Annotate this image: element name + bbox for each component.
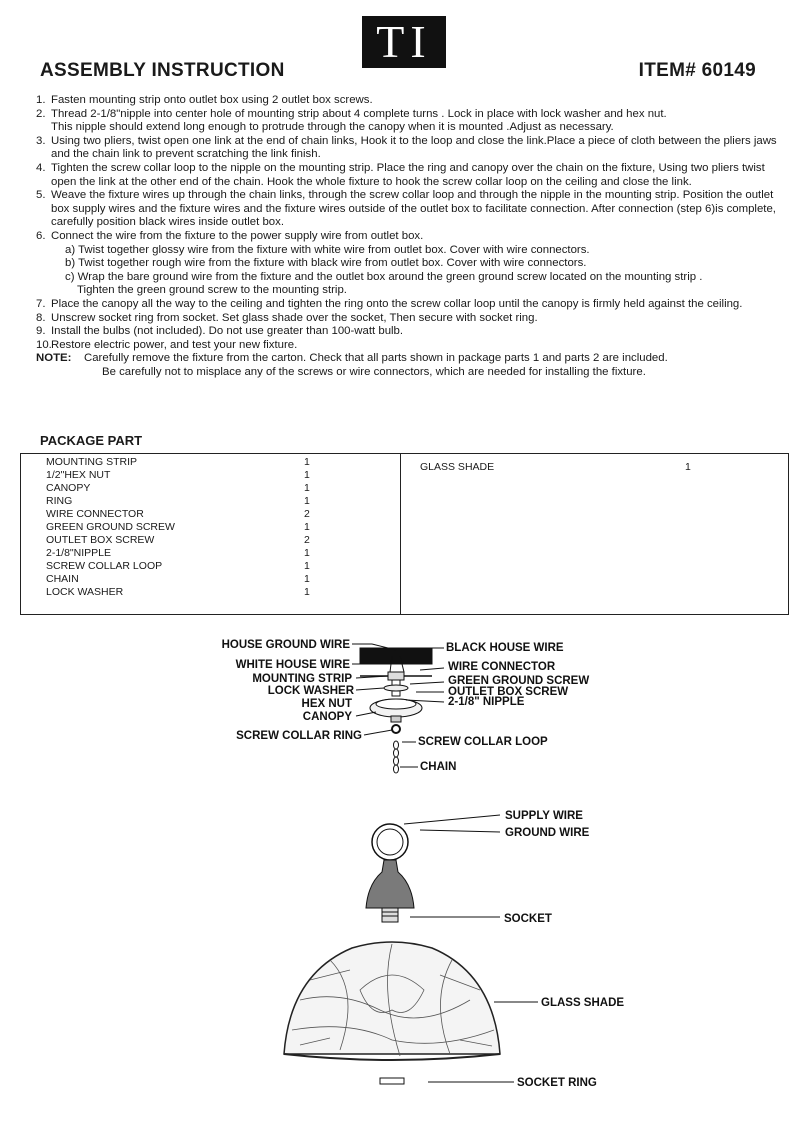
label-green-ground-screw: GREEN GROUND SCREW bbox=[448, 675, 590, 687]
part-row: OUTLET BOX SCREW 2 bbox=[46, 534, 310, 546]
step-10: 10. Restore electric power, and test your new fixture. bbox=[36, 338, 298, 351]
label-lock-washer: LOCK WASHER bbox=[267, 685, 354, 697]
label-hex-nut: HEX NUT bbox=[301, 698, 352, 710]
outlet-box-drawing bbox=[360, 648, 432, 664]
parts-list-2: GLASS SHADE 1 bbox=[420, 461, 691, 473]
step-6b: b) Twist together rough wire from the fixture with black wire from outlet box. Cover with wire connectors. bbox=[65, 257, 587, 270]
instruction-steps bbox=[36, 94, 788, 379]
part-row: SCREW COLLAR LOOP 1 bbox=[46, 560, 310, 572]
label-socket: SOCKET bbox=[504, 913, 552, 925]
part-row: WIRE CONNECTOR 2 bbox=[46, 508, 310, 520]
label-glass-shade: GLASS SHADE bbox=[541, 997, 625, 1009]
table-divider bbox=[400, 453, 401, 614]
label-screw-collar-ring: SCREW COLLAR RING bbox=[236, 730, 362, 742]
label-chain: CHAIN bbox=[420, 761, 457, 773]
step-5: 5. Weave the fixture wires up through the chain links, through the screw collar loop and through the nipple in the mounting strip. Position the outlet box supply wires and the fixture wires and the fixture wires outside of the outlet box to facilitate connection. After connection (step 6)is complete, carefully position black wires inside outlet box. bbox=[36, 189, 776, 229]
step-6: 6. Connect the wire from the fixture to the power supply wire from outlet box. a) Twist together glossy wire from the fixture with white wire from outlet box. Cover with wire connectors. b) Twist together rough wire from the fixture with black wire from outlet box. Cover with wire connectors. c) Wrap the bare ground wire from the fixture and the outlet box around the green ground screw located on the mounting strip . Tighten the green ground screw to the mounting strip. bbox=[36, 230, 788, 298]
step-6c: c) Wrap the bare ground wire from the fixture and the outlet box around the green ground screw located on the mounting strip . bbox=[65, 270, 703, 283]
label-screw-collar-loop: SCREW COLLAR LOOP bbox=[418, 736, 548, 748]
label-ground-wire: GROUND WIRE bbox=[505, 827, 590, 839]
label-mounting-strip: MOUNTING STRIP bbox=[252, 673, 352, 685]
step-9: 9. Install the bulbs (not included). Do not use greater than 100-watt bulb. bbox=[36, 325, 404, 338]
step-4: 4. Tighten the screw collar loop to the nipple on the mounting strip. Place the ring and canopy over the chain on the fixture, Using two pliers twist open the link at the other end of the chain. Hook the whole fixture to hook the screw collar loop on the ceiling and close the link. bbox=[36, 161, 765, 188]
step-7: 7. Place the canopy all the way to the ceiling and tighten the ring onto the screw collar loop until the canopy is firmly held against the ceiling. bbox=[36, 297, 743, 310]
item-number: ITEM# 60149 bbox=[638, 60, 756, 81]
label-black-house-wire: BLACK HOUSE WIRE bbox=[446, 642, 564, 654]
part-row: RING 1 bbox=[46, 495, 310, 507]
part-row: CHAIN 1 bbox=[46, 573, 310, 585]
socket-ring-drawing bbox=[380, 1078, 404, 1084]
step-1: 1. Fasten mounting strip onto outlet box using 2 outlet box screws. bbox=[36, 94, 373, 106]
label-outlet-box-screw: OUTLET BOX SCREW bbox=[448, 686, 569, 698]
part-row: CANOPY 1 bbox=[46, 482, 310, 494]
package-part-title: PACKAGE PART bbox=[40, 433, 143, 448]
label-house-ground-wire: HOUSE GROUND WIRE bbox=[221, 639, 350, 651]
label-white-house-wire: WHITE HOUSE WIRE bbox=[235, 659, 350, 671]
label-nipple: 2-1/8" NIPPLE bbox=[448, 696, 525, 708]
step-6c-cont: Tighten the green ground screw to the mounting strip. bbox=[77, 284, 347, 297]
label-canopy: CANOPY bbox=[302, 711, 352, 723]
glass-shade-drawing bbox=[284, 942, 500, 1060]
socket-drawing bbox=[366, 824, 414, 922]
part-row: LOCK WASHER 1 bbox=[46, 586, 310, 598]
part-row: 2-1/8"NIPPLE 1 bbox=[46, 547, 310, 559]
step-8: 8. Unscrew socket ring from socket. Set glass shade over the socket, Then secure with socket ring. bbox=[36, 311, 538, 324]
step-2: 2. Thread 2-1/8"nipple into center hole of mounting strip about 4 complete turns . Lock in place with lock washer and hex nut. This nipple should extend long enough to protrude through the canopy when it is mounted .Adjust as necessary. bbox=[36, 107, 667, 134]
label-socket-ring: SOCKET RING bbox=[517, 1077, 597, 1089]
label-wire-connector: WIRE CONNECTOR bbox=[448, 661, 556, 673]
step-3: 3. Using two pliers, twist open one link at the end of chain links, Hook it to the loop and close the link.Place a piece of cloth between the pliers jaws and the chain link to prevent scratching the link finish. bbox=[36, 134, 777, 161]
part-row: 1/2"HEX NUT 1 bbox=[46, 469, 310, 481]
assembly-diagram bbox=[0, 620, 808, 1129]
note: NOTE: Carefully remove the fixture from the carton. Check that all parts shown in package parts 1 and parts 2 are included. Be carefully not to misplace any of the screws or wire connectors, which are needed for installing the fixture. bbox=[36, 352, 668, 378]
label-supply-wire: SUPPLY WIRE bbox=[505, 810, 583, 822]
parts-list bbox=[46, 456, 326, 599]
brand-logo: TI bbox=[362, 16, 446, 68]
part-row: GREEN GROUND SCREW 1 bbox=[46, 521, 310, 533]
ceiling-assembly-drawing bbox=[360, 644, 432, 773]
page-title: ASSEMBLY INSTRUCTION bbox=[40, 60, 285, 81]
step-6a: a) Twist together glossy wire from the fixture with white wire from outlet box. Cover with wire connectors. bbox=[65, 243, 590, 256]
part-row: MOUNTING STRIP 1 bbox=[46, 456, 310, 468]
